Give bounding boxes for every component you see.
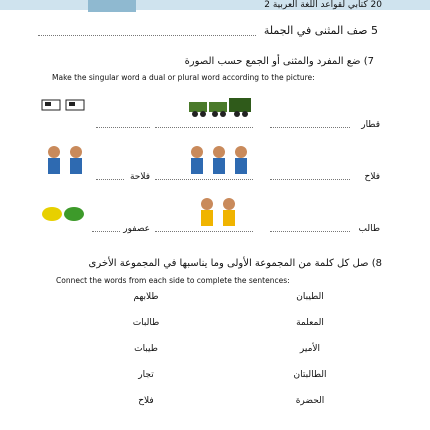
section-8-instruction-en: Connect the words from each side to complete the sentences: <box>56 276 290 285</box>
exercise-row <box>40 90 380 134</box>
page-header: 20 كتابي لقواعد اللغة العربية 2 <box>264 0 382 10</box>
answer-line[interactable] <box>92 231 120 232</box>
match-word-left[interactable]: طالبات <box>132 318 160 328</box>
match-word-right[interactable]: الأمير <box>299 344 321 354</box>
answer-line[interactable] <box>96 179 124 180</box>
answer-line[interactable] <box>155 179 253 180</box>
section-7-instruction-ar: 7) ضع المفرد والمثنى أو الجمع حسب الصورة <box>184 56 374 67</box>
student-pair-icon <box>195 196 245 232</box>
farmer-pair-icon <box>40 144 92 180</box>
section-5 <box>38 22 378 44</box>
exercise-row <box>40 142 380 186</box>
exercise-row <box>40 194 380 238</box>
farmer-trio-icon <box>185 144 255 180</box>
row-cell <box>40 142 150 186</box>
row-word: عصفور <box>123 224 150 234</box>
match-word-left[interactable]: طيبات <box>134 344 158 354</box>
section-8-instruction-ar: 8) صل كل كلمة من المجموعة الأولى وما يناسبها في المجموعة الأخرى <box>88 258 382 269</box>
row-cell <box>40 194 150 238</box>
answer-line[interactable] <box>38 35 256 36</box>
row-cell <box>155 142 265 186</box>
row-word: قطار <box>361 120 380 130</box>
match-word-right[interactable]: الحضرة <box>295 396 325 406</box>
cow-pair-icon <box>40 92 90 118</box>
row-word: فلاح <box>364 172 380 182</box>
row-cell <box>270 142 380 186</box>
answer-line[interactable] <box>270 127 350 128</box>
answer-line[interactable] <box>155 231 253 232</box>
row-cell <box>270 90 380 134</box>
right-word-column <box>270 292 350 422</box>
answer-line[interactable] <box>270 179 350 180</box>
answer-line[interactable] <box>96 127 150 128</box>
answer-line[interactable] <box>270 231 350 232</box>
row-cell <box>40 90 150 134</box>
match-word-right[interactable]: المعلمة <box>296 318 324 328</box>
section-5-question: 5 صف المثنى في الجملة <box>263 24 378 37</box>
match-word-left[interactable]: طلابهم <box>133 292 159 302</box>
match-word-right[interactable]: الطيبان <box>296 292 324 302</box>
section-7-instruction-en: Make the singular word a dual or plural word according to the picture: <box>52 73 315 82</box>
match-word-left[interactable]: تجار <box>138 370 154 380</box>
answer-line[interactable] <box>155 127 253 128</box>
top-tab <box>88 0 136 12</box>
row-cell <box>155 90 265 134</box>
match-word-left[interactable]: فلاح <box>138 396 154 406</box>
row-cell <box>155 194 265 238</box>
row-cell <box>270 194 380 238</box>
left-word-column <box>106 292 186 422</box>
row-word: فلاحة <box>129 172 150 182</box>
bird-pair-icon <box>40 200 88 228</box>
row-word: طالب <box>358 224 380 234</box>
match-word-right[interactable]: الطالبتان <box>293 370 327 380</box>
train-trio-icon <box>187 92 257 122</box>
